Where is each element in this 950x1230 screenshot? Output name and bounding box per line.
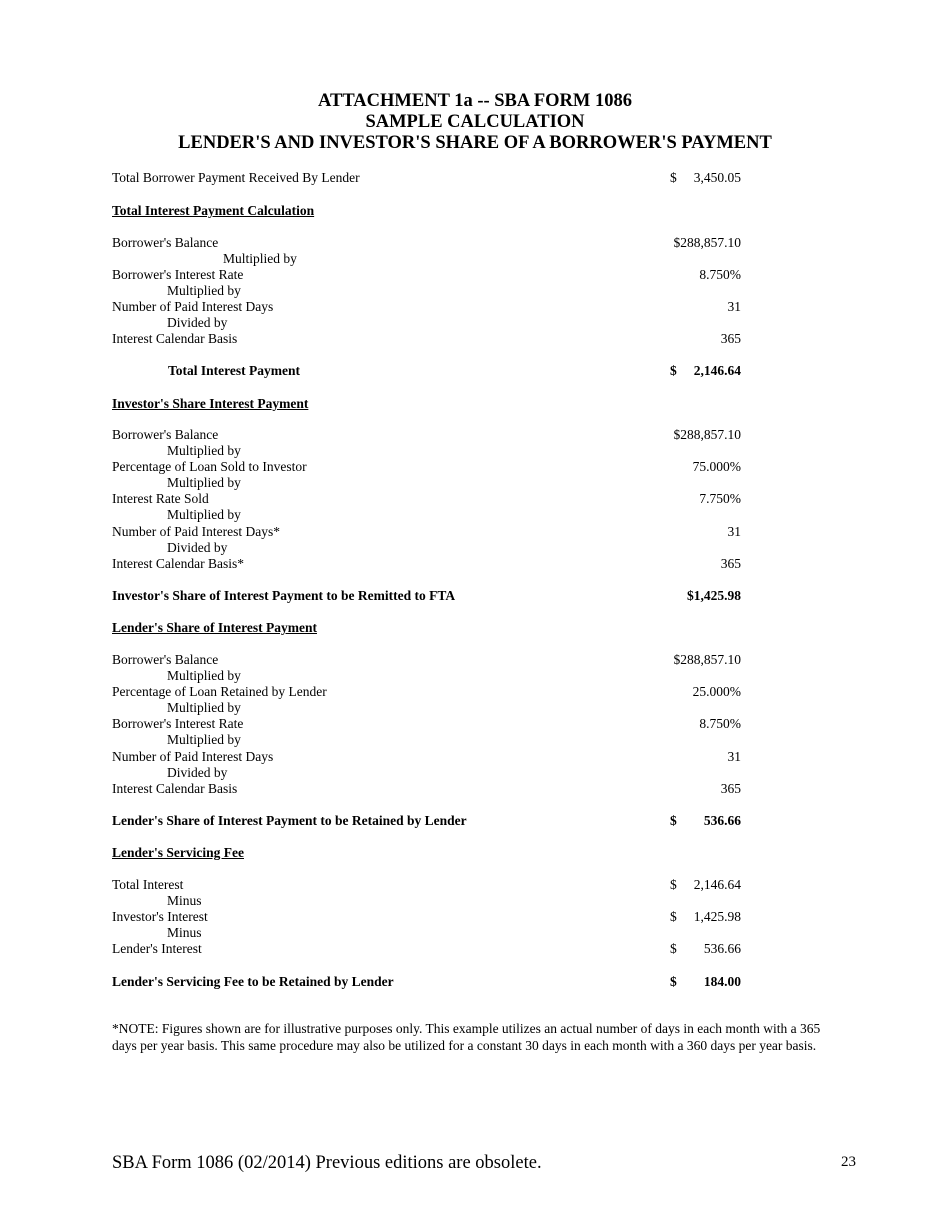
total-interest-value: 2,146.64 bbox=[693, 363, 741, 378]
fee-total-interest-dollar: $ bbox=[670, 877, 677, 892]
servicing-fee-total-label: Lender's Servicing Fee to be Retained by Lender bbox=[112, 974, 394, 989]
lender-share-total-value: 536.66 bbox=[703, 813, 741, 828]
total-interest-label: Total Interest Payment bbox=[168, 363, 300, 378]
total-borrower-payment-value: 3,450.05 bbox=[693, 170, 741, 185]
total-borrower-payment-label: Total Borrower Payment Received By Lender bbox=[112, 170, 360, 185]
fee-investor-interest-dollar: $ bbox=[670, 909, 677, 924]
operator-text: Multiplied by bbox=[223, 251, 297, 266]
total-borrower-payment-dollar: $ bbox=[670, 170, 677, 185]
operator-text: Multiplied by bbox=[167, 443, 241, 458]
operator-text: Multiplied by bbox=[167, 283, 241, 298]
investor-balance-label: Borrower's Balance bbox=[112, 427, 219, 442]
investor-pct-label: Percentage of Loan Sold to Investor bbox=[112, 459, 307, 474]
lender-pct-value: 25.000% bbox=[692, 684, 741, 699]
lender-rate-label: Borrower's Interest Rate bbox=[112, 716, 244, 731]
investor-rate-label: Interest Rate Sold bbox=[112, 491, 209, 506]
fee-investor-interest-label: Investor's Interest bbox=[112, 909, 208, 924]
lender-share-total-dollar: $ bbox=[670, 813, 677, 828]
section-heading-lender-share: Lender's Share of Interest Payment bbox=[112, 620, 317, 635]
lender-basis-label: Interest Calendar Basis bbox=[112, 781, 238, 796]
lender-share-total-label: Lender's Share of Interest Payment to be Retained by Lender bbox=[112, 813, 467, 828]
document-subtitle-2: LENDER'S AND INVESTOR'S SHARE OF A BORROWER'S PAYMENT bbox=[178, 133, 772, 153]
operator-text: Divided by bbox=[167, 765, 228, 780]
operator-text: Multiplied by bbox=[167, 668, 241, 683]
lender-days-label: Number of Paid Interest Days bbox=[112, 749, 274, 764]
fee-lender-interest-value: 536.66 bbox=[703, 941, 741, 956]
fee-investor-interest-value: 1,425.98 bbox=[693, 909, 741, 924]
investor-days-label: Number of Paid Interest Days* bbox=[112, 524, 280, 539]
interest-balance-value: $288,857.10 bbox=[673, 235, 741, 250]
operator-text: Minus bbox=[167, 893, 202, 908]
fee-lender-interest-label: Lender's Interest bbox=[112, 941, 202, 956]
investor-share-total-value: $1,425.98 bbox=[687, 588, 741, 603]
page-number: 23 bbox=[841, 1154, 856, 1170]
interest-basis-value: 365 bbox=[720, 331, 741, 346]
section-heading-investor-share: Investor's Share Interest Payment bbox=[112, 396, 309, 411]
interest-basis-label: Interest Calendar Basis bbox=[112, 331, 238, 346]
servicing-fee-total-value: 184.00 bbox=[703, 974, 741, 989]
investor-pct-value: 75.000% bbox=[692, 459, 741, 474]
lender-balance-value: $288,857.10 bbox=[673, 652, 741, 667]
operator-text: Multiplied by bbox=[167, 700, 241, 715]
operator-text: Minus bbox=[167, 925, 202, 940]
lender-balance-label: Borrower's Balance bbox=[112, 652, 219, 667]
fee-lender-interest-dollar: $ bbox=[670, 941, 677, 956]
form-footer: SBA Form 1086 (02/2014) Previous editions are obsolete. bbox=[112, 1153, 542, 1173]
section-heading-servicing-fee: Lender's Servicing Fee bbox=[112, 845, 244, 860]
investor-days-value: 31 bbox=[727, 524, 741, 539]
fee-total-interest-label: Total Interest bbox=[112, 877, 184, 892]
interest-balance-label: Borrower's Balance bbox=[112, 235, 219, 250]
investor-basis-label: Interest Calendar Basis* bbox=[112, 556, 244, 571]
operator-text: Multiplied by bbox=[167, 732, 241, 747]
operator-text: Divided by bbox=[167, 315, 228, 330]
interest-rate-label: Borrower's Interest Rate bbox=[112, 267, 244, 282]
fee-total-interest-value: 2,146.64 bbox=[693, 877, 741, 892]
lender-rate-value: 8.750% bbox=[699, 716, 741, 731]
lender-basis-value: 365 bbox=[720, 781, 741, 796]
interest-rate-value: 8.750% bbox=[699, 267, 741, 282]
investor-basis-value: 365 bbox=[720, 556, 741, 571]
investor-balance-value: $288,857.10 bbox=[673, 427, 741, 442]
operator-text: Multiplied by bbox=[167, 475, 241, 490]
document-title: ATTACHMENT 1a -- SBA FORM 1086 bbox=[318, 91, 632, 111]
operator-text: Multiplied by bbox=[167, 507, 241, 522]
operator-text: Divided by bbox=[167, 540, 228, 555]
lender-pct-label: Percentage of Loan Retained by Lender bbox=[112, 684, 327, 699]
investor-share-total-label: Investor's Share of Interest Payment to be Remitted to FTA bbox=[112, 588, 456, 603]
total-interest-dollar: $ bbox=[670, 363, 677, 378]
interest-days-value: 31 bbox=[727, 299, 741, 314]
investor-rate-value: 7.750% bbox=[699, 491, 741, 506]
section-heading-total-interest: Total Interest Payment Calculation bbox=[112, 203, 315, 218]
servicing-fee-total-dollar: $ bbox=[670, 974, 677, 989]
interest-days-label: Number of Paid Interest Days bbox=[112, 299, 274, 314]
illustrative-note: *NOTE: Figures shown are for illustrative purposes only. This example utilizes an actual number of days in each month with a 365 days per year basis. This same procedure may also be utilized for a constant 30 days in each month with a 360 days per year basis. bbox=[112, 1021, 821, 1053]
lender-days-value: 31 bbox=[727, 749, 741, 764]
document-subtitle: SAMPLE CALCULATION bbox=[365, 112, 585, 132]
